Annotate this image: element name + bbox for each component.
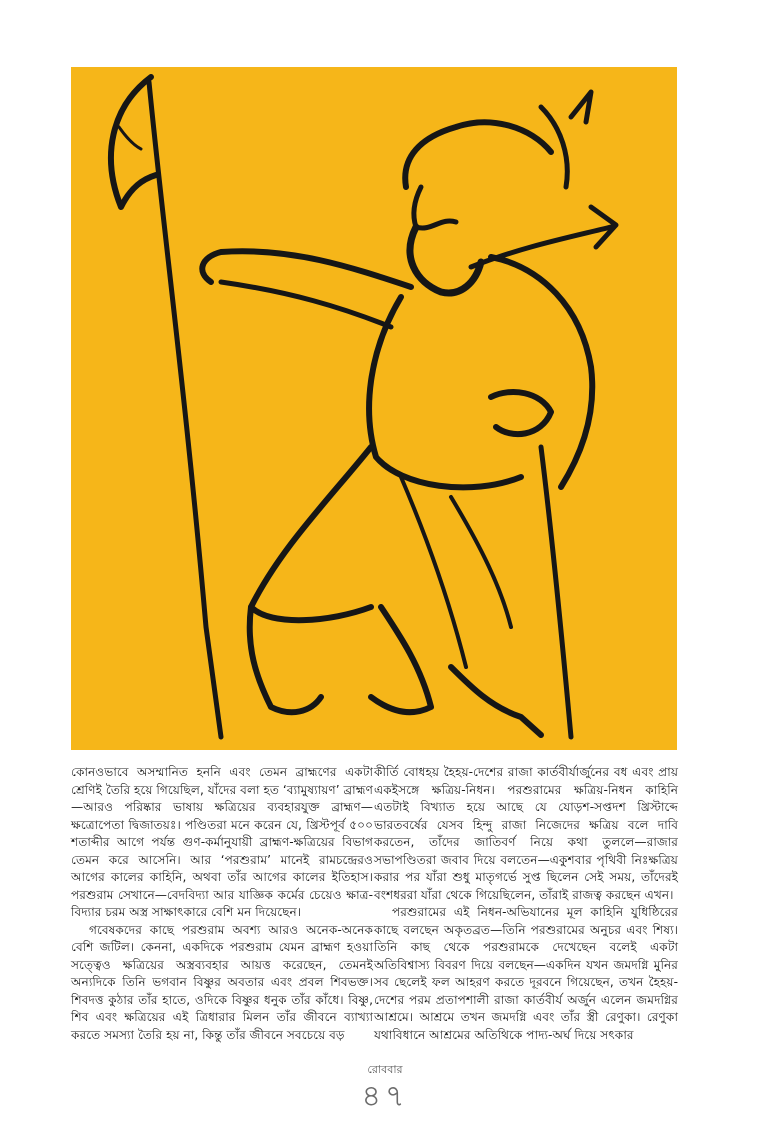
article-paragraph: কোনওভাবে অসম্মানিত হননি এবং তেমন ব্রাহ্মণের একটা শ্রেণিই তৈরি হয়ে গিয়েছিল, যাঁদের বলা হত ‘ব্যামুষ্যায়ণ’ ব্রাহ্মণ—আরও পরিষ্কার ভাষায় ক্ষত্রিয়ের ব্যবহারযুক্ত ব্রাহ্মণ—ক্ষত্রোপেতা দ্বিজাতয়ঃ। পণ্ডিতরা মনে করেন যে, খ্রিস্টপূর্ব ৫০০ শতাব্দীর আগে পর্যন্ত গুণ-কর্মানুযায়ী ব্রাহ্মণ-ক্ষত্রিয়ের বিভাগ তেমন করে আসেনি। আর ‘পরশুরাম’ মানেই রামচন্দ্রেরও আগের কালের কাহিনি, অথবা তাঁর আগের কালের ইতিহাস। পরশুরাম সেখানে—বেদবিদ্যা আর যাজ্ঞিক কর্মের চেয়েও ক্ষাত্র-বিদ্যার চরম অস্ত্র সাক্ষাৎকারে বেশি মন দিয়েছেন। <box>71 765 373 919</box>
article-paragraph: গবেষকদের কাছে পরশুরাম অবশ্য আরও অনেক-অনেক বেশি জটিল। কেননা, একদিকে পরশুরাম যেমন ব্রাহ্মণ হওয়া সত্ত্বেও ক্ষত্রিয়ের অস্ত্রব্যবহার আয়ত্ত করেছেন, তেমনই অন্যদিকে তিনি ভগবান বিষ্ণুর অবতার এবং প্রবল শিবভক্ত। শিবদত্ত কুঠার তাঁর হাতে, ওদিকে বিষ্ণুর ধনুক তাঁর কাঁধে। বিষ্ণু, শিব এবং ক্ষত্রিয়ের এই ত্রিধারার মিলন তাঁর জীবনে ব্যাখ্যা করতে সমস্যা তৈরি হয় না, কিন্তু তাঁর জীবনে সবচেয়ে বড় <box>71 922 373 1042</box>
article-left-column <box>71 764 373 1044</box>
article-paragraph: কীর্তি বোধহয় হৈহয়-দেশের রাজা কার্তবীর্যার্জুনের বধ এবং প্রায় একইসঙ্গে ক্ষত্রিয়-নিধন। পরশুরামের ক্ষত্রিয়-নিধন কাহিনি এতটাই বিখ্যাত হয়ে আছে যে যোড়শ-সপ্তদশ খ্রিস্টাব্দে ভারতবর্ষের যেসব হিন্দু রাজা নিজেদের ক্ষত্রিয় বলে দাবি করতেন, তাঁদের জাতিবর্ণ নিয়ে কথা তুললে—রাজার সভাপণ্ডিতরা জবাব দিয়ে বলতেন—একুশবার পৃথিবী নিঃক্ষত্রিয় করার পর যাঁরা শুধু মাতৃগর্ভে সুপ্ত ছিলেন সেই সময়, তাঁদেরই বংশধররা যাঁরা থেকে গিয়েছিলেন, তাঁরাই রাজত্ব করছেন এখন। <box>374 765 678 902</box>
parashurama-drawing <box>71 67 677 750</box>
article-right-column <box>374 764 678 1044</box>
parashurama-illustration <box>71 67 677 750</box>
article-paragraph: পরশুরামের এই নিধন-অভিযানের মূল কাহিনি যুধিষ্ঠিরের কাছে বলছেন অকৃতব্রত—তিনি পরশুরামের অনুচর এবং শিষ্য। তিনি কাছ থেকে পরশুরামকে দেখেছেন বলেই একটা অতিবিশ্বাস্য বিবরণ দিয়ে বলছেন—একদিন যখন জমদগ্নি মুনির সব ছেলেই ফল আহরণ করতে দূরবনে গিয়েছেন, তখন হৈহয়-দেশের পরম প্রতাপশালী রাজা কার্তবীর্য অর্জুন এলেন জমদগ্নির আশ্রমে। আশ্রমে তখন জমদগ্নি এবং তাঁর স্ত্রী রেণুকা। রেণুকা যথাবিধানে আশ্রমের অতিথিকে পাদ্য-অর্ঘ দিয়ে সৎকার <box>374 905 678 1042</box>
page-number: ৪৭ <box>361 1079 409 1114</box>
magazine-name: রোববার <box>367 1063 403 1076</box>
